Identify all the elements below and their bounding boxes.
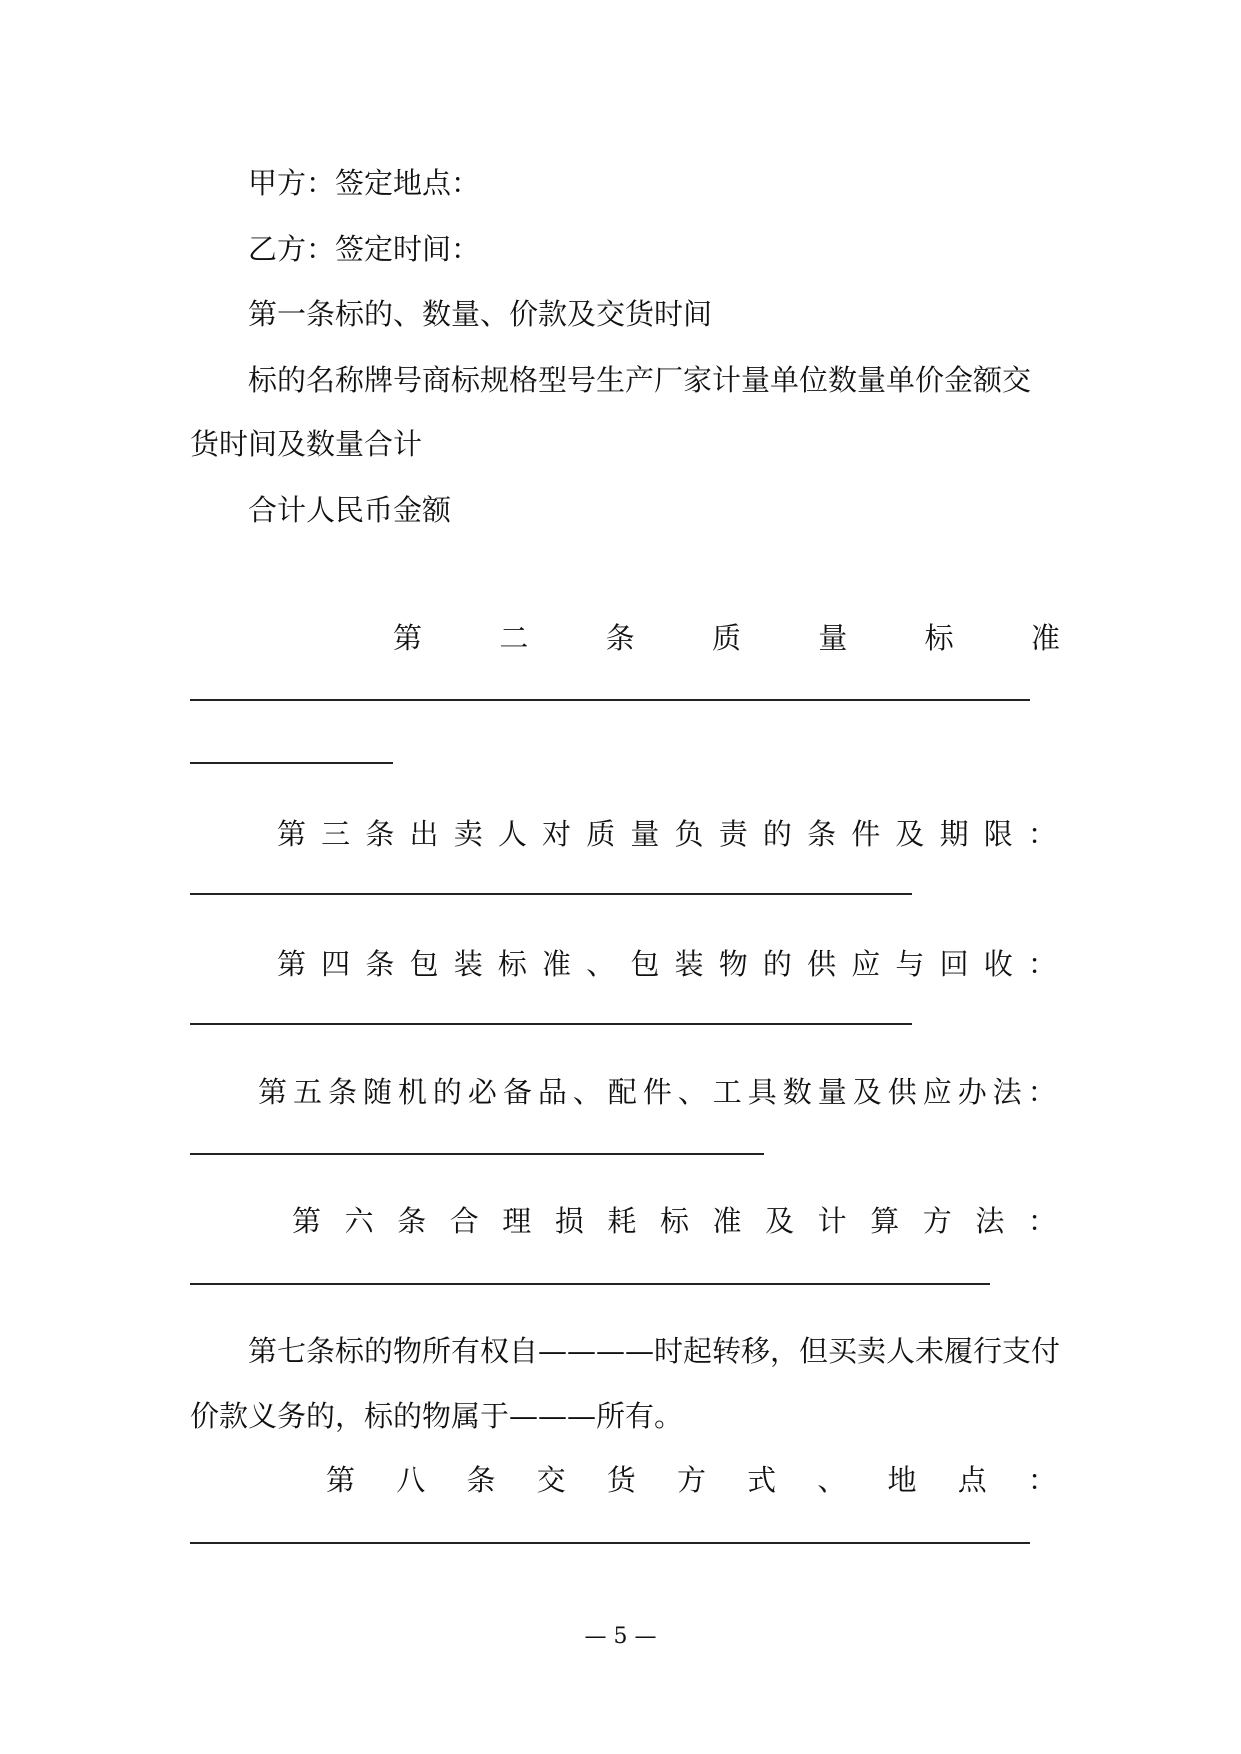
heading-glyph: 、 xyxy=(817,1463,847,1497)
article-7-line-1: 第七条标的物所有权自————时起转移，但买卖人未履行支付 xyxy=(248,1334,1060,1368)
heading-glyph: 的 xyxy=(762,947,792,981)
heading-glyph: 物 xyxy=(718,947,748,981)
heading-glyph: 、 xyxy=(677,1075,707,1109)
heading-glyph: 方 xyxy=(676,1463,706,1497)
article-5-blank-line xyxy=(190,1153,764,1155)
article-7-line-2: 价款义务的，标的物属于———所有。 xyxy=(190,1399,684,1433)
heading-glyph: ： xyxy=(1027,817,1057,851)
heading-glyph: 条 xyxy=(605,621,635,655)
heading-glyph: 应 xyxy=(922,1075,952,1109)
party-b-line: 乙方：签定时间： xyxy=(248,232,481,266)
heading-glyph: 条 xyxy=(397,1204,427,1238)
heading-glyph: 的 xyxy=(432,1075,462,1109)
heading-glyph: 备 xyxy=(502,1075,532,1109)
heading-glyph: 件 xyxy=(642,1075,672,1109)
heading-glyph: 第 xyxy=(277,947,307,981)
heading-glyph: 具 xyxy=(747,1075,777,1109)
heading-glyph: 条 xyxy=(807,817,837,851)
heading-glyph: 办 xyxy=(957,1075,987,1109)
heading-glyph: 配 xyxy=(607,1075,637,1109)
page-number: — 5 — xyxy=(584,1624,657,1649)
heading-glyph: 第 xyxy=(292,1204,322,1238)
heading-glyph: 标 xyxy=(659,1204,689,1238)
heading-glyph: 出 xyxy=(409,817,439,851)
article-4-title xyxy=(277,944,1057,984)
heading-glyph: 式 xyxy=(747,1463,777,1497)
heading-glyph: 期 xyxy=(939,817,969,851)
heading-glyph: 量 xyxy=(630,817,660,851)
article-5-title xyxy=(258,1072,1057,1112)
heading-glyph: 法 xyxy=(975,1204,1005,1238)
heading-glyph: 准 xyxy=(1030,621,1060,655)
heading-glyph: 收 xyxy=(983,947,1013,981)
heading-glyph: 负 xyxy=(674,817,704,851)
heading-glyph: 货 xyxy=(606,1463,636,1497)
article-1-columns-line-2: 货时间及数量合计 xyxy=(190,427,423,461)
heading-glyph: 算 xyxy=(870,1204,900,1238)
heading-glyph: 数 xyxy=(782,1075,812,1109)
heading-glyph: 包 xyxy=(409,947,439,981)
heading-glyph: 点 xyxy=(957,1463,987,1497)
heading-glyph: 六 xyxy=(344,1204,374,1238)
article-2-blank-line-1 xyxy=(190,699,1030,701)
heading-glyph: 条 xyxy=(365,817,395,851)
heading-glyph: 第 xyxy=(258,1075,288,1109)
heading-glyph: 限 xyxy=(983,817,1013,851)
article-6-blank-line xyxy=(190,1283,990,1285)
heading-glyph: 二 xyxy=(499,621,529,655)
heading-glyph: 第 xyxy=(393,621,423,655)
heading-glyph: 装 xyxy=(674,947,704,981)
article-6-title xyxy=(292,1201,1057,1241)
heading-glyph: 三 xyxy=(321,817,351,851)
article-1-title: 第一条标的、数量、价款及交货时间 xyxy=(248,297,713,331)
heading-glyph: 人 xyxy=(497,817,527,851)
heading-glyph: 包 xyxy=(630,947,660,981)
heading-glyph: 工 xyxy=(712,1075,742,1109)
heading-glyph: 条 xyxy=(327,1075,357,1109)
heading-glyph: 量 xyxy=(817,1075,847,1109)
heading-glyph: 应 xyxy=(851,947,881,981)
heading-glyph: 八 xyxy=(396,1463,426,1497)
heading-glyph: 方 xyxy=(922,1204,952,1238)
article-8-title xyxy=(326,1460,1057,1500)
heading-glyph: 标 xyxy=(497,947,527,981)
article-2-blank-line-2 xyxy=(190,762,393,764)
heading-glyph: 对 xyxy=(542,817,572,851)
heading-glyph: 及 xyxy=(895,817,925,851)
heading-glyph: ： xyxy=(1027,1463,1057,1497)
heading-glyph: 机 xyxy=(397,1075,427,1109)
heading-glyph: 标 xyxy=(924,621,954,655)
heading-glyph: 装 xyxy=(453,947,483,981)
heading-glyph: 品 xyxy=(537,1075,567,1109)
heading-glyph: 第 xyxy=(326,1463,356,1497)
heading-glyph: 件 xyxy=(851,817,881,851)
article-4-blank-line xyxy=(190,1023,912,1025)
heading-glyph: 的 xyxy=(762,817,792,851)
article-1-total: 合计人民币金额 xyxy=(248,493,452,527)
heading-glyph: ： xyxy=(1027,947,1057,981)
heading-glyph: 供 xyxy=(887,1075,917,1109)
heading-glyph: 回 xyxy=(939,947,969,981)
heading-glyph: 质 xyxy=(586,817,616,851)
heading-glyph: ： xyxy=(1027,1075,1057,1109)
heading-glyph: ： xyxy=(1027,1204,1057,1238)
heading-glyph: 条 xyxy=(365,947,395,981)
heading-glyph: 、 xyxy=(586,947,616,981)
heading-glyph: 供 xyxy=(807,947,837,981)
heading-glyph: 及 xyxy=(765,1204,795,1238)
article-3-blank-line xyxy=(190,893,912,895)
heading-glyph: 及 xyxy=(852,1075,882,1109)
heading-glyph: 与 xyxy=(895,947,925,981)
heading-glyph: 法 xyxy=(992,1075,1022,1109)
heading-glyph: 责 xyxy=(718,817,748,851)
heading-glyph: 合 xyxy=(449,1204,479,1238)
heading-glyph: 准 xyxy=(712,1204,742,1238)
heading-glyph: 卖 xyxy=(453,817,483,851)
heading-glyph: 四 xyxy=(321,947,351,981)
article-1-columns-line-1: 标的名称牌号商标规格型号生产厂家计量单位数量单价金额交 xyxy=(248,363,1032,397)
article-8-blank-line xyxy=(190,1542,1030,1544)
party-a-line: 甲方：签定地点： xyxy=(248,166,481,200)
heading-glyph: 计 xyxy=(817,1204,847,1238)
heading-glyph: 准 xyxy=(542,947,572,981)
article-2-title xyxy=(393,618,1060,658)
heading-glyph: 五 xyxy=(292,1075,322,1109)
heading-glyph: 必 xyxy=(467,1075,497,1109)
heading-glyph: 交 xyxy=(536,1463,566,1497)
heading-glyph: 量 xyxy=(818,621,848,655)
heading-glyph: 地 xyxy=(887,1463,917,1497)
heading-glyph: 理 xyxy=(502,1204,532,1238)
article-3-title xyxy=(277,814,1057,854)
heading-glyph: 损 xyxy=(554,1204,584,1238)
heading-glyph: 随 xyxy=(362,1075,392,1109)
heading-glyph: 、 xyxy=(572,1075,602,1109)
heading-glyph: 条 xyxy=(466,1463,496,1497)
heading-glyph: 第 xyxy=(277,817,307,851)
heading-glyph: 质 xyxy=(711,621,741,655)
heading-glyph: 耗 xyxy=(607,1204,637,1238)
